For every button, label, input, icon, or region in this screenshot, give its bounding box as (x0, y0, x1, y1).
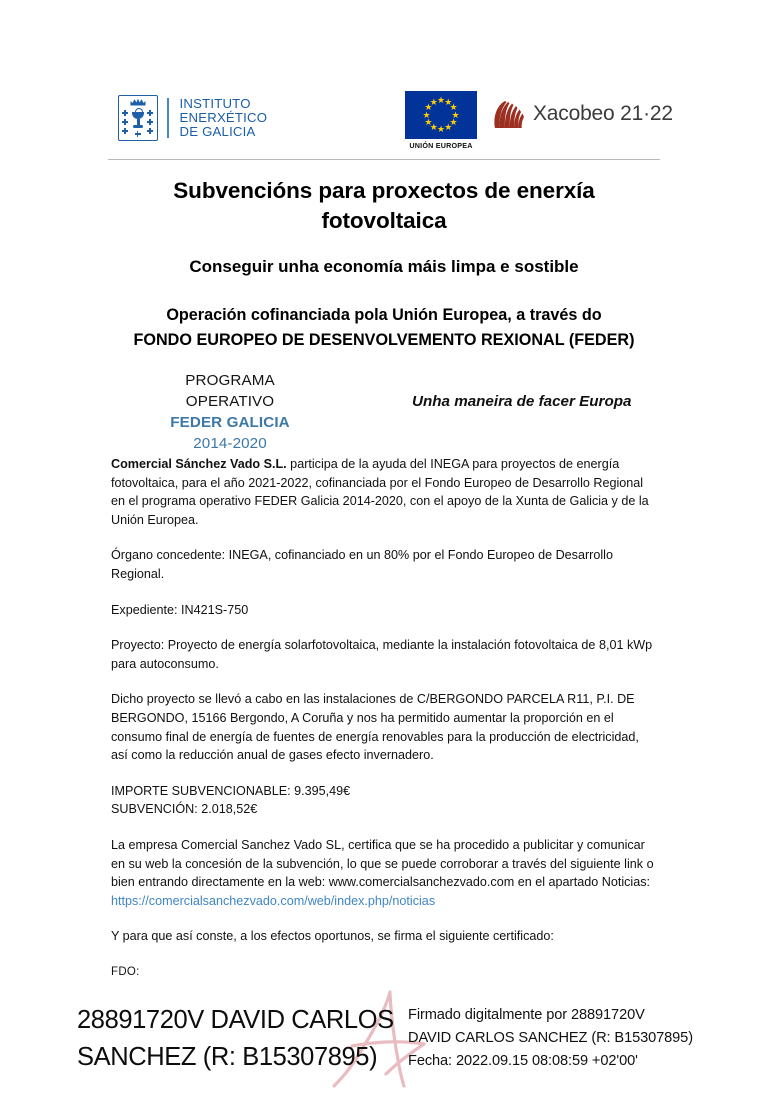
eu-star-icon: ★ (449, 116, 458, 127)
eu-star-icon: ★ (429, 96, 438, 107)
cross-icon (122, 128, 128, 134)
operation-heading-line-2: FONDO EUROPEO DE DESENVOLVEMENTO REXIONAL (FEDER) (133, 331, 635, 349)
signer-name-line-2: SANCHEZ (R: B15307895) (77, 1043, 378, 1071)
header-logo-bar (108, 88, 673, 156)
operation-heading-line-1: Operación cofinanciada pola Unión Europea, a través do (166, 306, 602, 324)
xacobeo-label: Xacobeo 21·22 (533, 102, 673, 125)
logo-divider (167, 98, 169, 138)
eu-star-icon: ★ (436, 124, 446, 134)
certificate-body (111, 455, 659, 963)
signature-detail-line-2: DAVID CARLOS SANCHEZ (R: B15307895) (408, 1030, 693, 1046)
paragraph-granting-body: Órgano concedente: INEGA, cofinanciado en un 80% por el Fondo Europeo de Desarrollo Regional. (111, 548, 613, 581)
xunta-de-galicia-coat-of-arms-icon (118, 95, 158, 141)
eu-star-icon: ★ (422, 109, 431, 120)
programa-operativo-block (140, 370, 320, 454)
digital-signature-details (408, 1004, 758, 1073)
company-name: Comercial Sánchez Vado S.L. (111, 457, 287, 471)
cross-icon (147, 110, 153, 116)
eu-caption: UNIÓN EUROPEA (409, 141, 473, 150)
inega-logo-text (180, 97, 268, 140)
crown-icon (131, 99, 146, 106)
fdo-label: FDO: (111, 966, 140, 978)
paragraph-location: Dicho proyecto se llevó a cabo en las instalaciones de C/BERGONDO PARCELA R11, P.I. DE BERGONDO, 15166 Bergondo, A Coruña y nos ha permitido aumentar la proporción en el consumo final de energía de fuentes de energía renovables para la producción de electricidad, así como la reducción anual de gases efecto invernadero. (111, 692, 639, 763)
paragraph-expediente: Expediente: IN421S-750 (111, 602, 249, 617)
header-divider (108, 159, 660, 160)
paragraph-participation (111, 455, 659, 529)
subvencion-amount: SUBVENCIÓN: 2.018,52€ (111, 802, 258, 817)
eu-star-icon: ★ (444, 96, 453, 107)
feder-galicia-label: FEDER GALICIA (170, 414, 290, 431)
eu-star-icon: ★ (424, 116, 433, 127)
signer-name-line-1: 28891720V DAVID CARLOS (77, 1006, 394, 1034)
page-title (108, 176, 660, 236)
europe-tagline: Unha maneira de facer Europa (412, 393, 632, 410)
eu-star-icon: ★ (429, 122, 438, 133)
page-title-line-1: Subvencións para proxectos de enerxía (173, 178, 595, 203)
importe-subvencionable: IMPORTE SUBVENCIONABLE: 9.395,49€ (111, 783, 351, 798)
xacobeo-logo (491, 98, 673, 130)
cross-icon (147, 119, 153, 125)
european-union-logo (393, 91, 489, 150)
scallop-shell-icon (491, 98, 525, 130)
eu-star-icon: ★ (424, 102, 433, 113)
operation-heading (108, 303, 660, 353)
paragraph-participation-rest: participa de la ayuda del INEGA para proyectos de energía fotovoltaica, para el año 2021-2022, cofinanciada por el Fondo Europeo de Desarrollo Regional en el programa operativo FEDER Galicia 2014-2020, con el apoyo de la Xunta de Galicia y de la Unión Europea. (111, 457, 649, 527)
chalice-icon (131, 109, 145, 129)
signature-detail-line-1: Firmado digitalmente por 28891720V (408, 1007, 645, 1023)
eu-star-icon: ★ (451, 109, 460, 120)
paragraph-closing: Y para que así conste, a los efectos oportunos, se firma el siguiente certificado: (111, 929, 554, 944)
news-link[interactable]: https://comercialsanchezvado.com/web/index.php/noticias (111, 893, 436, 908)
signer-name (77, 1002, 417, 1076)
signature-block (60, 998, 760, 1088)
eu-star-icon: ★ (449, 102, 458, 113)
cross-icon (147, 128, 153, 134)
inega-line-1: INSTITUTO (179, 95, 251, 111)
cross-icon (135, 131, 141, 137)
page-subtitle: Conseguir unha economía máis limpa e sostible (189, 257, 579, 276)
inega-line-3: DE GALICIA (179, 124, 256, 140)
programa-operativo-label: PROGRAMA OPERATIVO (185, 372, 275, 410)
eu-star-icon: ★ (444, 122, 453, 133)
paragraph-project: Proyecto: Proyecto de energía solarfotovoltaica, mediante la instalación fotovoltaica de 8,01 kWp para autoconsumo. (111, 638, 653, 671)
inega-logo (118, 95, 267, 141)
inega-line-2: ENERXÉTICO (179, 109, 268, 125)
signature-detail-line-3: Fecha: 2022.09.15 08:08:59 +02'00' (408, 1053, 638, 1069)
page-title-line-2: fotovoltaica (321, 208, 447, 233)
paragraph-publicity-text: La empresa Comercial Sanchez Vado SL, certifica que se ha procedido a publicitar y comunicar en su web la concesión de la subvención, lo que se puede corroborar a través del siguiente link o bien entrando directamente en la web: www.comercialsanchezvado.com en el apartado Noticias: (111, 837, 654, 890)
eu-star-icon: ★ (436, 95, 446, 105)
feder-period-label: 2014-2020 (193, 435, 267, 452)
paragraph-publicity (111, 836, 659, 910)
eu-flag-icon (405, 91, 477, 139)
cross-icon (122, 119, 128, 125)
cross-icon (122, 110, 128, 116)
